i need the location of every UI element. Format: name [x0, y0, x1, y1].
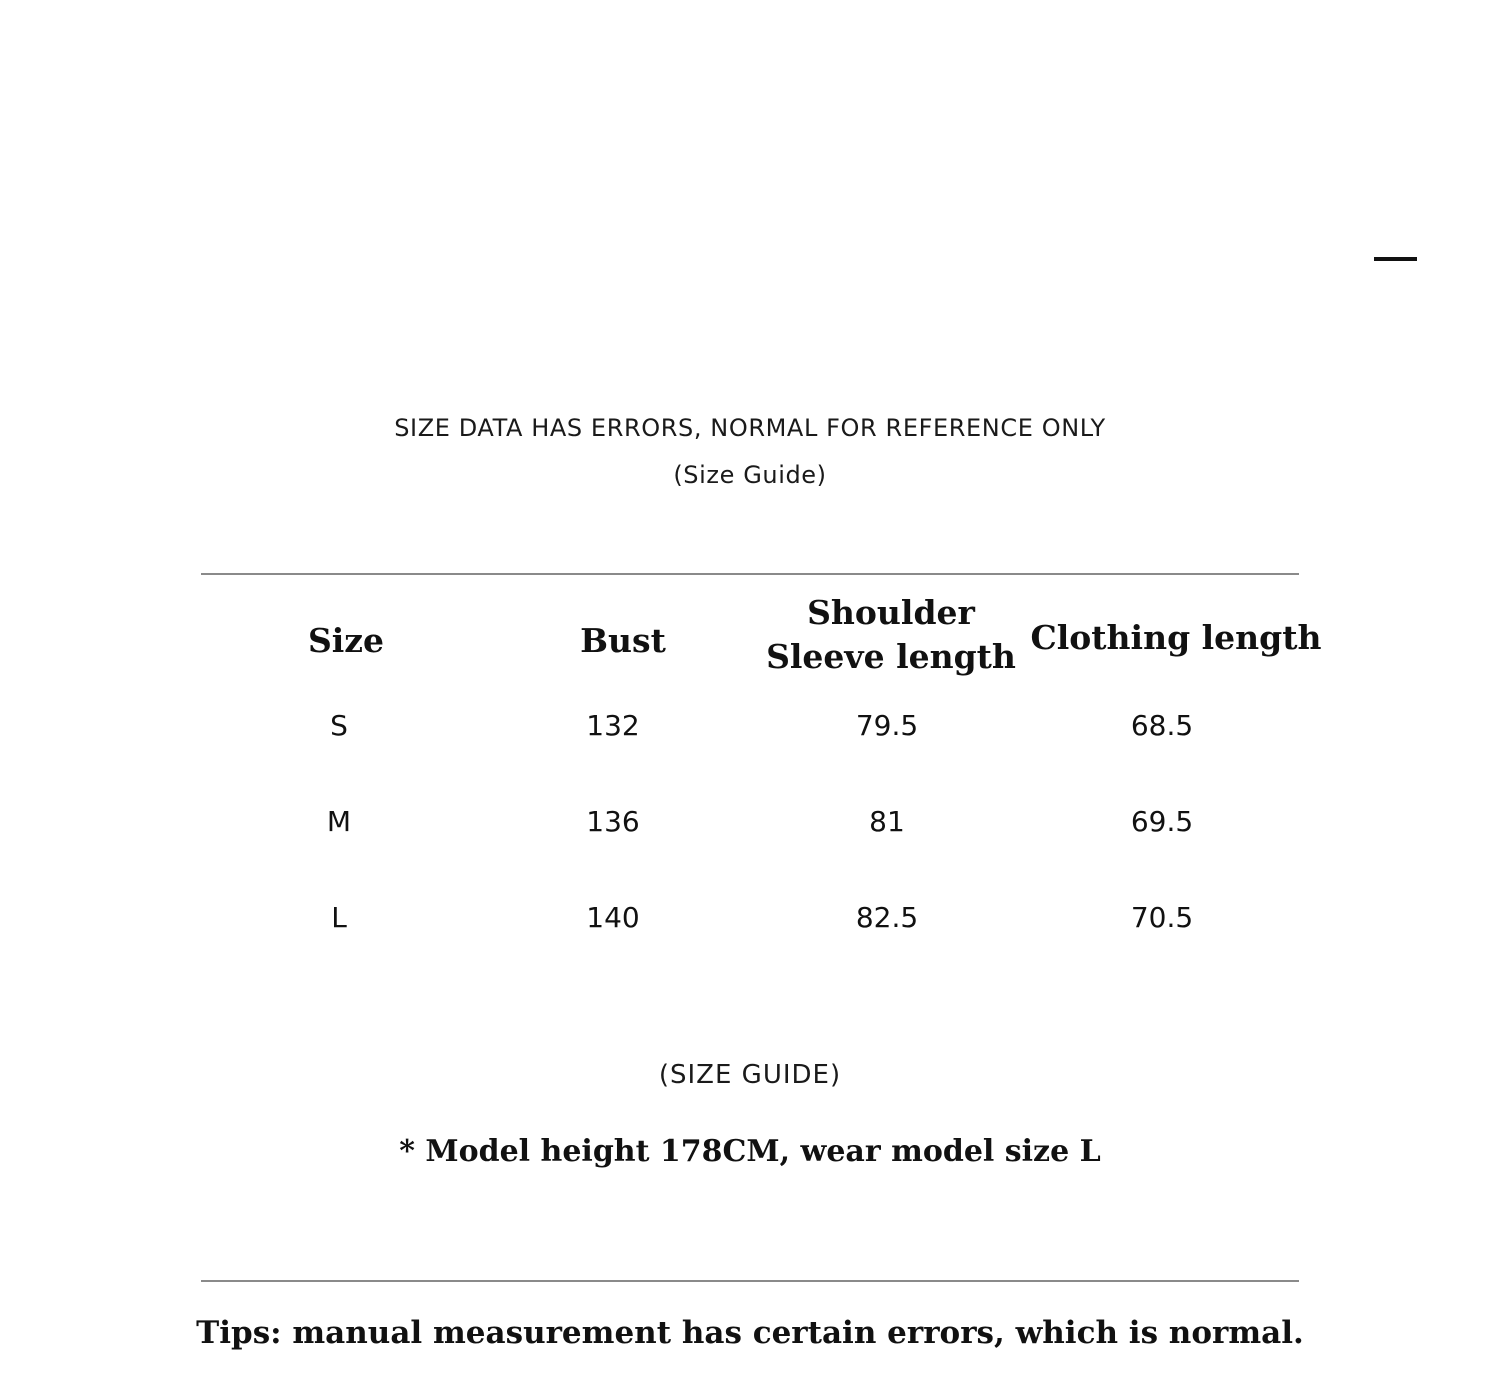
column-header-sleeve-length: Sleeve length: [766, 637, 1016, 676]
table-cell: 82.5: [855, 901, 919, 934]
table-cell: 136: [586, 805, 640, 838]
column-header-shoulder: Shoulder: [807, 593, 975, 632]
table-cell: 140: [586, 901, 640, 934]
table-cell: 132: [586, 709, 640, 742]
table-cell: S: [330, 709, 348, 742]
table-cell: 70.5: [1130, 901, 1194, 934]
table-cell: 69.5: [1130, 805, 1194, 838]
model-height-note: * Model height 178CM, wear model size L: [399, 1134, 1101, 1169]
size-guide-subtitle: (Size Guide): [673, 461, 827, 489]
table-cell: 81: [869, 805, 905, 838]
table-cell: 79.5: [855, 709, 919, 742]
bottom-divider: [201, 1280, 1299, 1282]
column-header-clothing-length: Clothing length: [1030, 618, 1322, 657]
dash-mark: [1374, 257, 1417, 261]
table-cell: 68.5: [1130, 709, 1194, 742]
top-divider: [201, 573, 1299, 575]
size-disclaimer: SIZE DATA HAS ERRORS, NORMAL FOR REFERENCE ONLY: [394, 414, 1106, 442]
table-cell: L: [331, 901, 347, 934]
column-header-size: Size: [307, 621, 385, 660]
size-guide-label: (SIZE GUIDE): [658, 1060, 842, 1090]
column-header-bust: Bust: [580, 621, 666, 660]
table-cell: M: [326, 805, 352, 838]
measurement-tips: Tips: manual measurement has certain errors, which is normal.: [196, 1315, 1304, 1351]
